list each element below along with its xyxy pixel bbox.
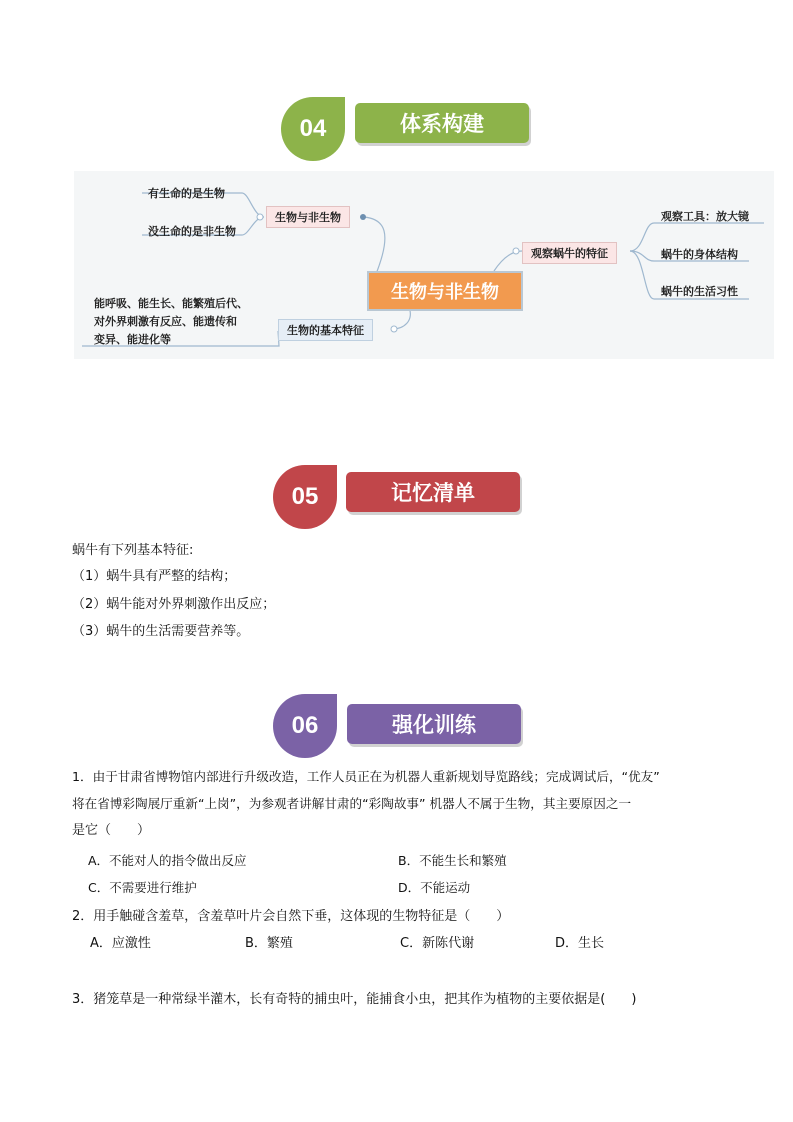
question-3-text: 3．猪笼草是一种常绿半灌木，长有奇特的捕虫叶，能捕食小虫，把其作为植物的主要依据是( ): [72, 992, 637, 1007]
leaf-features-1: 能呼吸、能生长、能繁殖后代、: [94, 297, 248, 310]
question-1-line-2: 将在省博彩陶展厅重新“上岗”，为参观者讲解甘肃的“彩陶故事” 机器人不属于生物，其主要原因之一: [72, 796, 632, 811]
memory-intro: 蜗牛有下列基本特征:: [72, 543, 194, 558]
section-06-title: 强化训练: [347, 704, 521, 744]
question-1-line-3: 是它（ ）: [72, 823, 151, 838]
mind-map-center: 生物与非生物: [367, 271, 523, 311]
question-2-option-d[interactable]: D．生长: [555, 936, 605, 951]
question-1-option-b[interactable]: B．不能生长和繁殖: [398, 853, 507, 868]
leaf-body: 蜗牛的身体结构: [661, 248, 738, 261]
branch-observe-snail: 观察蜗牛的特征: [522, 242, 617, 264]
question-1-option-c[interactable]: C．不需要进行维护: [88, 880, 197, 895]
section-05-title: 记忆清单: [346, 472, 520, 512]
branch-living-nonliving: 生物与非生物: [266, 206, 350, 228]
question-2-option-c[interactable]: C．新陈代谢: [400, 936, 475, 951]
leaf-features-2: 对外界刺激有反应、能遗传和: [94, 315, 237, 328]
section-04-title: 体系构建: [355, 103, 529, 143]
leaf-habits: 蜗牛的生活习性: [661, 285, 738, 298]
leaf-features-3: 变异、能进化等: [94, 333, 171, 346]
question-2-option-b[interactable]: B．繁殖: [245, 936, 293, 951]
section-06-number: 06: [273, 694, 337, 758]
leaf-tool: 观察工具：放大镜: [661, 210, 749, 223]
question-1-option-a[interactable]: A．不能对人的指令做出反应: [88, 853, 247, 868]
question-2-option-a[interactable]: A．应激性: [90, 936, 151, 951]
section-04-number: 04: [281, 97, 345, 161]
branch-basic-features: 生物的基本特征: [278, 319, 373, 341]
memory-item-2: （2）蜗牛能对外界刺激作出反应；: [72, 597, 276, 612]
mind-map: [74, 171, 774, 359]
memory-item-1: （1）蜗牛具有严整的结构；: [72, 569, 237, 584]
question-1-option-d[interactable]: D．不能运动: [398, 880, 471, 895]
leaf-living: 有生命的是生物: [148, 187, 225, 200]
question-2-text: 2．用手触碰含羞草，含羞草叶片会自然下垂，这体现的生物特征是（ ）: [72, 909, 510, 924]
leaf-nonliving: 没生命的是非生物: [148, 225, 236, 238]
question-1-line-1: 1．由于甘肃省博物馆内部进行升级改造，工作人员正在为机器人重新规划导览路线；完成调试后，“优友”: [72, 769, 660, 784]
memory-item-3: （3）蜗牛的生活需要营养等。: [72, 624, 250, 639]
section-05-number: 05: [273, 465, 337, 529]
